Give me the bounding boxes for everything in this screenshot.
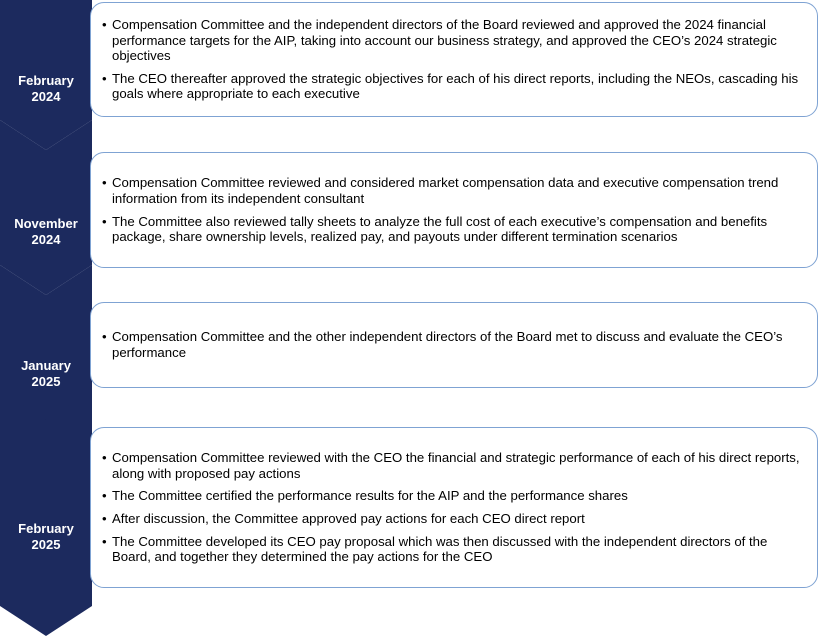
period-label: [0, 216, 92, 248]
period-month: January: [21, 358, 71, 373]
timeline-card: [90, 152, 818, 268]
bullet-list: [105, 17, 807, 102]
timeline-card: [90, 427, 818, 588]
period-label: [0, 521, 92, 553]
bullet-item: • The Committee also reviewed tally sheets to analyze the full cost of each executive’s compensation and benefits package, share ownership levels, realized pay, and payouts under different termination scenarios: [105, 214, 807, 245]
bullet-item: • After discussion, the Committee approved pay actions for each CEO direct report: [105, 511, 807, 527]
bullet-item: • The Committee developed its CEO pay proposal which was then discussed with the independent directors of the Board, and together they determined the pay actions for the CEO: [105, 534, 807, 565]
timeline-chevron: [0, 390, 92, 636]
bullet-item: • Compensation Committee reviewed with the CEO the financial and strategic performance of each of his direct reports, along with proposed pay actions: [105, 450, 807, 481]
period-label: [0, 358, 92, 390]
period-year: 2025: [31, 374, 61, 389]
bullet-item: • Compensation Committee and the other independent directors of the Board met to discuss and evaluate the CEO’s performance: [105, 329, 807, 360]
period-month: November: [14, 216, 78, 231]
timeline-card: [90, 2, 818, 117]
period-label: [0, 73, 92, 105]
bullet-item: • The CEO thereafter approved the strategic objectives for each of his direct reports, including the NEOs, cascading his goals where appropriate to each executive: [105, 71, 807, 102]
bullet-list: [105, 450, 807, 565]
bullet-item: • Compensation Committee and the independent directors of the Board reviewed and approved the 2024 financial performance targets for the AIP, taking into account our business strategy, and approved the CEO’s 2024 strategic objectives: [105, 17, 807, 64]
period-year: 2024: [31, 89, 61, 104]
timeline-card: [90, 302, 818, 388]
period-year: 2025: [31, 537, 61, 552]
bullet-list: [105, 175, 807, 244]
period-year: 2024: [31, 232, 61, 247]
bullet-item: • Compensation Committee reviewed and considered market compensation data and executive compensation trend information from its independent consultant: [105, 175, 807, 206]
bullet-item: • The Committee certified the performance results for the AIP and the performance shares: [105, 488, 807, 504]
period-month: February: [18, 521, 74, 536]
period-month: February: [18, 73, 74, 88]
bullet-list: [105, 329, 807, 360]
